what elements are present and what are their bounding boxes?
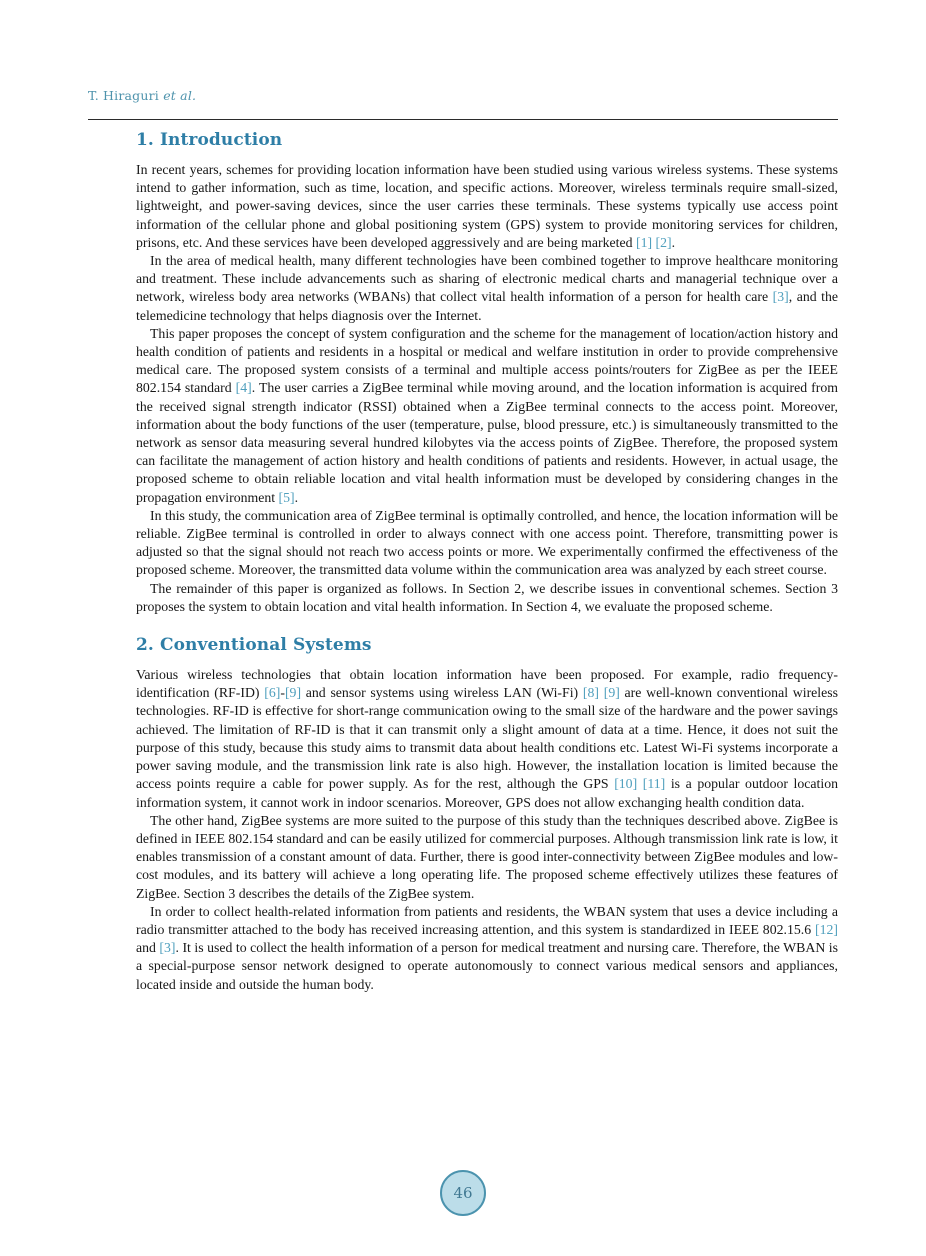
- page-number: 46: [453, 1184, 473, 1202]
- body-text: In recent years, schemes for providing location information have been studied using various wireless systems. These systems intend to gather information, such as time, location, and specific actions. Moreover, wireless terminals require small-sized, lightweight, and power-saving devices, since the user carries these terminals. These systems typically use access point information of the cellular phone and global positioning system (GPS) system to provide monitoring services for children, prisons, etc. And these services have been developed aggressively and are being marketed: [136, 162, 838, 250]
- body-text: In this study, the communication area of ZigBee terminal is optimally controlled, and hence, the location information will be reliable. ZigBee terminal is controlled in order to always connect with one access point. Therefore, transmitting power is adjusted so that the signal should not reach two access points or more. We experimentally confirmed the effectiveness of the proposed scheme. Moreover, the transmitted data volume within the communication area was analyzed by each street course.: [136, 507, 838, 578]
- header-rule: [88, 119, 838, 120]
- running-head-author: T. Hiraguri: [88, 88, 164, 103]
- section-2: [136, 635, 838, 994]
- paragraph: [136, 252, 838, 325]
- section-1: [136, 130, 838, 616]
- citation-link[interactable]: [3]: [159, 940, 176, 956]
- citation-link[interactable]: [2]: [655, 234, 672, 250]
- citation-link[interactable]: [1]: [635, 234, 653, 250]
- body-text: and sensor systems using wireless LAN (Wi-Fi): [301, 685, 583, 701]
- section-heading: 2. Conventional Systems: [136, 635, 372, 656]
- body-text: Various wireless technologies that obtain location information have been proposed. For example, radio frequency-identification (RF-ID): [136, 667, 838, 701]
- citation-link[interactable]: [8]: [582, 685, 599, 701]
- citation-link[interactable]: [10]: [614, 776, 638, 792]
- paragraph: [136, 580, 838, 616]
- body-text: The other hand, ZigBee systems are more suited to the purpose of this study than the techniques described above. ZigBee is defined in IEEE 802.154 standard and can be easily utilized for commercial purposes. Although transmission link rate is low, it enables transmission of a constant amount of data. Further, there is good inter-connectivity between ZigBee modules and low-cost modules, and its battery will achieve a long operating life. The proposed scheme effectively utilizes these features of ZigBee. Section 3 describes the details of the ZigBee system.: [136, 812, 838, 901]
- running-head: [88, 88, 196, 103]
- paragraph: [136, 507, 838, 580]
- body-text: In the area of medical health, many different technologies have been combined together to improve healthcare monitoring and treatment. These include advancements such as sharing of electronic medical charts and managerial technique over a network, wireless body area networks (WBANs) that collect vital health information of a person for health care: [136, 253, 838, 305]
- citation-link[interactable]: [11]: [642, 776, 666, 792]
- paragraph: [136, 161, 838, 252]
- body-text: and: [136, 940, 160, 956]
- citation-link[interactable]: [4]: [235, 380, 252, 396]
- paragraph: [136, 812, 838, 903]
- body-text: -: [280, 685, 285, 701]
- body-text: In order to collect health-related information from patients and residents, the WBAN system that uses a device including a radio transmitter attached to the body has received increasing attention, and this system is standardized in IEEE 802.15.6: [136, 903, 838, 937]
- paragraph: [136, 666, 838, 812]
- body-text: is a popular outdoor location information system, it cannot work in indoor scenarios. Moreover, GPS does not allow exchanging health condition data.: [136, 776, 838, 810]
- citation-link[interactable]: [9]: [284, 685, 302, 701]
- citation-link[interactable]: [5]: [278, 489, 295, 505]
- body-text: . It is used to collect the health information of a person for medical treatment and nursing care. Therefore, the WBAN is a special-purpose sensor network designed to operate autonomously to connect various medical sensors and appliances, located inside and outside the human body.: [136, 940, 838, 992]
- body-text: The remainder of this paper is organized as follows. In Section 2, we describe issues in conventional schemes. Section 3 proposes the system to obtain location and vital health information. In Section 4, we evaluate the proposed scheme.: [136, 580, 838, 614]
- content: [136, 130, 838, 994]
- page-number-badge: [440, 1170, 486, 1216]
- body-text: are well-known conventional wireless technologies. RF-ID is effective for short-range communication owing to the small size of the hardware and the power savings achieved. The limitation of RF-ID is that it can transmit only a slight amount of data at a time. Hence, it does not suit the purpose of this study, because this study aims to transmit data about health conditions etc. Latest Wi-Fi systems incorporate a power saving module, and the transmission link rate is also high. However, the installation location is limited because the access points require a cable for power supply. As for the rest, although the GPS: [136, 685, 838, 792]
- citation-link[interactable]: [3]: [772, 289, 789, 305]
- paragraph: [136, 325, 838, 507]
- paragraph: [136, 903, 838, 994]
- running-head-etal: et al.: [163, 88, 197, 103]
- citation-link[interactable]: [12]: [815, 921, 838, 937]
- body-text: .: [294, 489, 299, 505]
- citation-link[interactable]: [9]: [603, 685, 620, 701]
- body-text: .: [671, 234, 676, 250]
- body-text: . The user carries a ZigBee terminal while moving around, and the location information is acquired from the received signal strength indicator (RSSI) obtained when a ZigBee terminal connects to the access point. Moreover, information about the body functions of the user (temperature, pulse, blood pressure, etc.) is simultaneously transmitted to the network as sensor data measuring several hundred kilobytes via the access points of ZigBee. Therefore, the proposed system can facilitate the management of action history and health conditions of patients and residents. However, in actual usage, the proposed scheme to obtain reliable location and vital health information must be developed by considering changes in the propagation environment: [136, 380, 838, 505]
- citation-link[interactable]: [6]: [264, 685, 281, 701]
- body-text: This paper proposes the concept of system configuration and the scheme for the management of location/action history and health condition of patients and residents in a hospital or medical and welfare institution in order to provide comprehensive medical care. The proposed system consists of a terminal and multiple access points/routers for ZigBee as per the IEEE 802.154 standard: [136, 325, 838, 396]
- section-heading: 1. Introduction: [136, 130, 283, 150]
- body-text: , and the telemedicine technology that helps diagnosis over the Internet.: [136, 289, 838, 323]
